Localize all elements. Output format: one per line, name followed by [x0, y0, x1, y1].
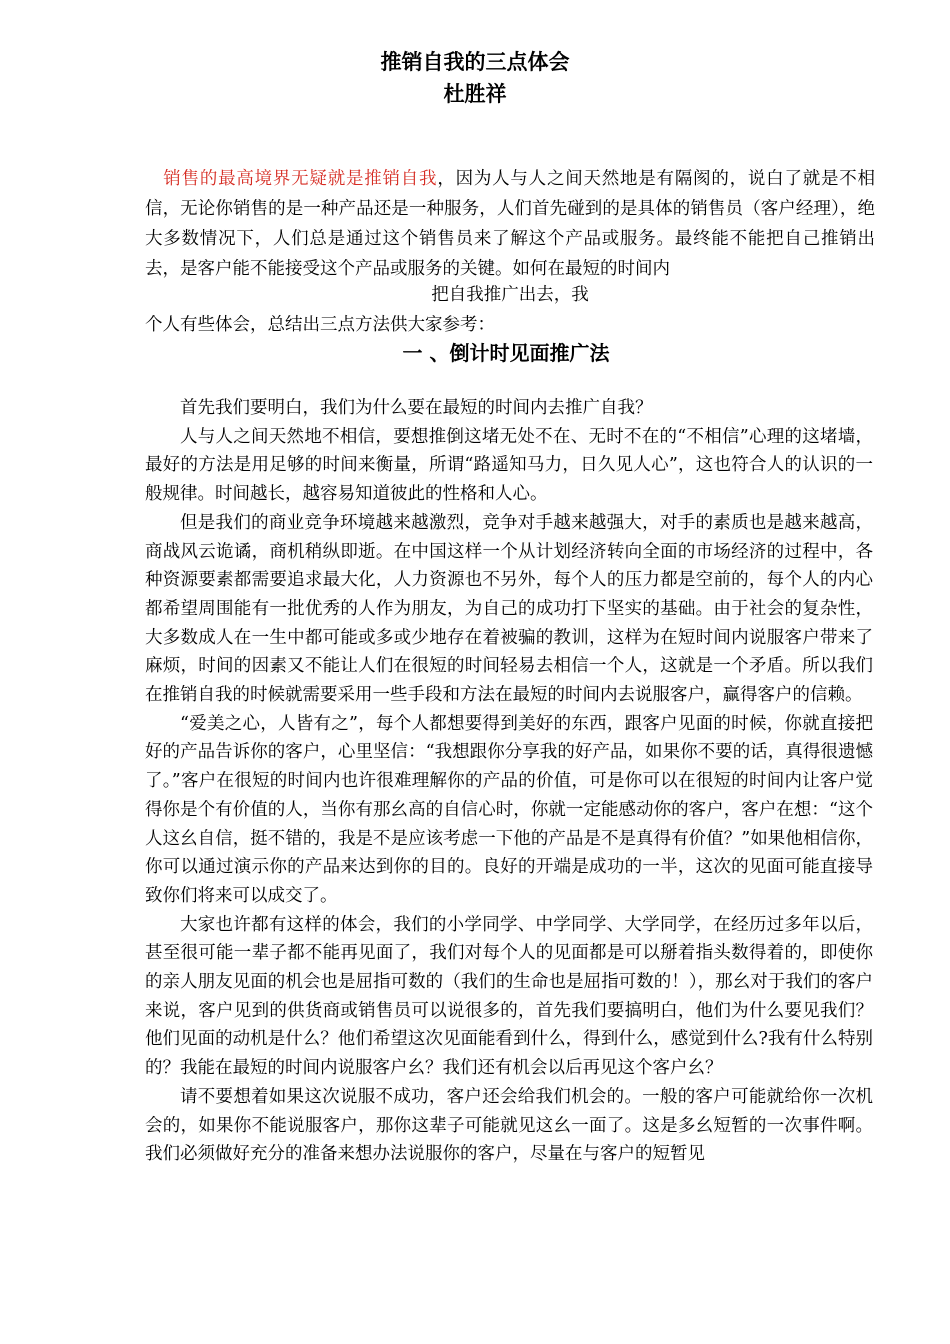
body-text	[145, 394, 873, 1169]
intro-centered-line: 把自我推广出去，我	[431, 285, 589, 305]
document-author: 杜胜祥	[443, 82, 507, 106]
intro-highlight: 销售的最高境界无疑就是推销自我	[163, 169, 438, 189]
intro-paragraph	[145, 164, 875, 284]
intro-tail: 个人有些体会，总结出三点方法供大家参考：	[145, 315, 495, 335]
paragraph: 首先我们要明白，我们为什么要在最短的时间内去推广自我？	[180, 398, 653, 418]
paragraph: 请不要想着如果这次说服不成功，客户还会给我们机会的。一般的客户可能就给你一次机会的，如果你不能说服客户，那你这辈子可能就见这幺一面了。这是多幺短暂的一次事件啊。我们必须做好充分的准备来想办法说服你的客户，尽量在与客户的短暂见	[145, 1086, 873, 1165]
intro-text: ，因为人与人之间天然地是有隔阂的，说白了就是不相信，无论你销售的是一种产品还是一种服务，人们首先碰到的是具体的销售员（客户经理），绝大多数情况下，人们总是通过这个销售员来了解这个产品或服务。最终能不能把自己推销出去，是客户能不能接受这个产品或服务的关键。如何在最短的时间内	[145, 169, 876, 279]
paragraph: 人与人之间天然地不相信，要想推倒这堵无处不在、无时不在的“不相信”心理的这堵墙，最好的方法是用足够的时间来衡量，所谓“路遥知马力，日久见人心”，这也符合人的认识的一般规律。时间越长，越容易知道彼此的性格和人心。	[145, 426, 873, 505]
document-title: 推销自我的三点体会	[380, 50, 570, 74]
paragraph: “爱美之心，人皆有之”，每个人都想要得到美好的东西，跟客户见面的时候，你就直接把好的产品告诉你的客户，心里坚信：“我想跟你分享我的好产品，如果你不要的话，真得很遗憾了。”客户在很短的时间内也许很难理解你的产品的价值，可是你可以在很短的时间内让客户觉得你是个有价值的人，当你有那幺高的自信心时，你就一定能感动你的客户，客户在想：“这个人这幺自信，挺不错的，我是不是应该考虑一下他的产品是不是真得有价值？”如果他相信你，你可以通过演示你的产品来达到你的目的。良好的开端是成功的一半，这次的见面可能直接导致你们将来可以成交了。	[145, 713, 873, 906]
paragraph: 大家也许都有这样的体会，我们的小学同学、中学同学、大学同学，在经历过多年以后，甚至很可能一辈子都不能再见面了，我们对每个人的见面都是可以掰着指头数得着的，即使你的亲人朋友见面的机会也是屈指可数的（我们的生命也是屈指可数的！），那幺对于我们的客户来说，客户见到的供货商或销售员可以说很多的，首先我们要搞明白，他们为什么要见我们？他们见面的动机是什么？他们希望这次见面能看到什么，得到什么，感觉到什么?我有什么特别的？我能在最短的时间内说服客户幺？我们还有机会以后再见这个客户幺？	[145, 914, 873, 1079]
paragraph: 但是我们的商业竞争环境越来越激烈，竞争对手越来越强大，对手的素质也是越来越高，商战风云诡谲，商机稍纵即逝。在中国这样一个从计划经济转向全面的市场经济的过程中，各种资源要素都需要追求最大化，人力资源也不另外，每个人的压力都是空前的，每个人的内心都希望周围能有一批优秀的人作为朋友，为自己的成功打下坚实的基础。由于社会的复杂性，大多数成人在一生中都可能或多或少地存在着被骗的教训，这样为在短时间内说服客户带来了麻烦，时间的因素又不能让人们在很短的时间轻易去相信一个人，这就是一个矛盾。所以我们在推销自我的时候就需要采用一些手段和方法在最短的时间内去说服客户，赢得客户的信赖。	[145, 512, 873, 706]
section-heading: 一 、倒计时见面推广法	[402, 341, 610, 365]
